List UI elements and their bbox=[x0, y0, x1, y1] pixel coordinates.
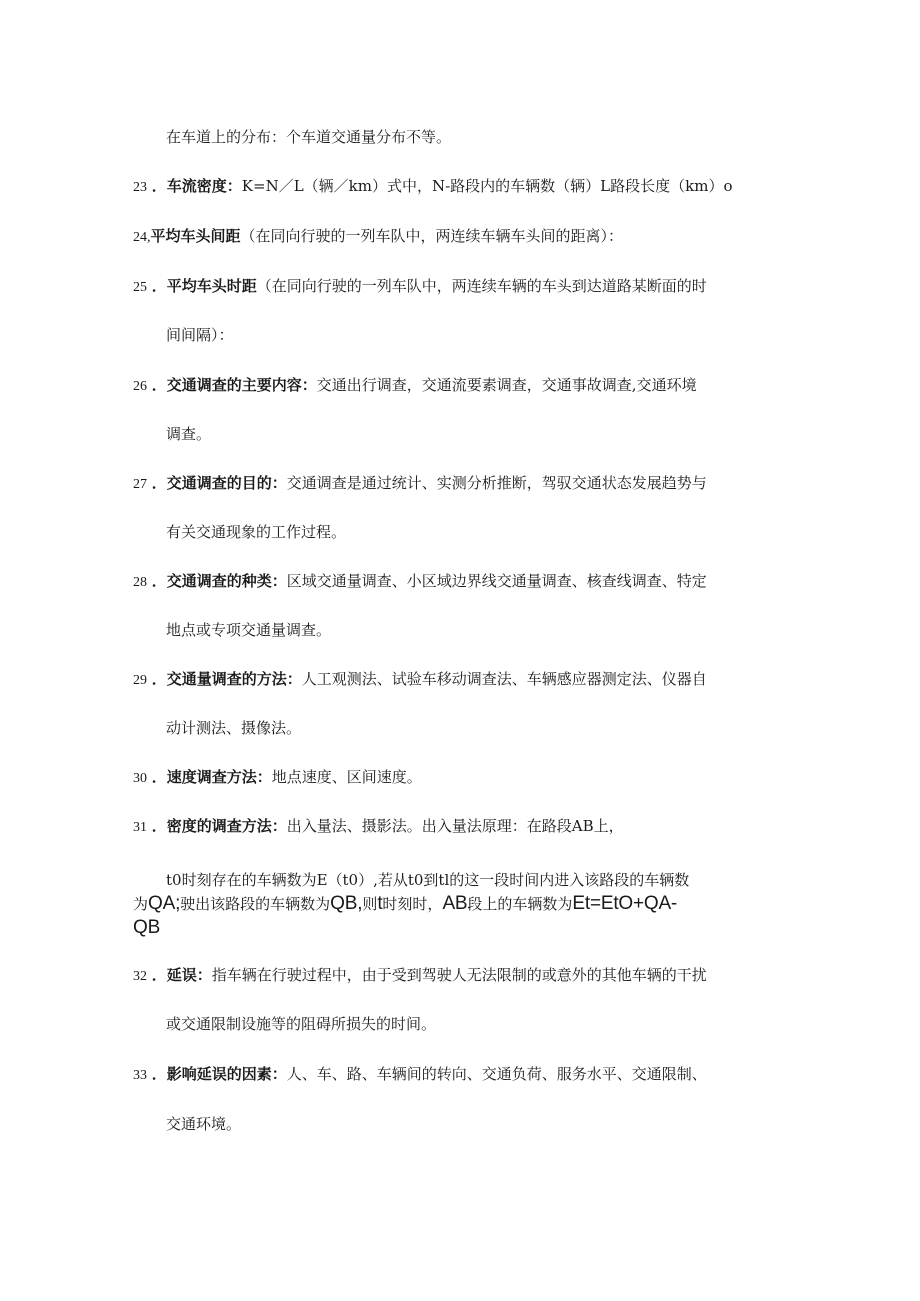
item-term: ．平均车头时距 bbox=[151, 277, 257, 295]
item-number: 30 bbox=[133, 771, 147, 786]
item-text: 为 bbox=[133, 895, 149, 913]
item-number: 32 bbox=[133, 969, 147, 984]
item-text: 驶出该路段的车辆数为 bbox=[180, 895, 331, 913]
item-text: 人、车、路、车辆间的转向、交通负荷、服务水平、交通限制、 bbox=[286, 1065, 707, 1083]
item-text: 间间隔）： bbox=[166, 326, 234, 344]
item-text: （在同向行驶的一列车队中，两连续车辆车头间的距离）： bbox=[240, 227, 624, 245]
item-term: ．车流密度： bbox=[151, 177, 242, 195]
item-term: ．密度的调查方法： bbox=[151, 817, 287, 835]
item-text: 或交通限制设施等的阻碍所损失的时间。 bbox=[166, 1015, 437, 1033]
item-25 bbox=[133, 276, 707, 298]
item-29-continued bbox=[166, 718, 301, 738]
item-text: 调查。 bbox=[166, 425, 212, 443]
formula-text: QA; bbox=[148, 893, 181, 914]
item-32-continued bbox=[166, 1014, 436, 1034]
item-31-continued bbox=[166, 870, 689, 890]
item-number: 24, bbox=[133, 230, 151, 245]
item-number: 31 bbox=[133, 820, 147, 835]
item-24 bbox=[133, 226, 623, 248]
item-27-continued bbox=[166, 522, 346, 542]
formula-text: QB, bbox=[330, 893, 363, 914]
item-28 bbox=[133, 571, 707, 593]
item-number: 25 bbox=[133, 280, 147, 295]
item-text: 区域交通量调查、小区域边界线交通量调查、核查线调查、特定 bbox=[286, 572, 707, 590]
item-number: 27 bbox=[133, 477, 147, 492]
item-text: 交通出行调查，交通流要素调查，交通事故调查,交通环境 bbox=[316, 376, 697, 394]
item-term: ．速度调查方法： bbox=[151, 768, 272, 786]
item-30 bbox=[133, 767, 422, 789]
item-33-continued bbox=[166, 1114, 241, 1134]
item-term: 平均车头间距 bbox=[150, 227, 241, 245]
body-text: 在车道上的分布：个车道交通量分布不等。 bbox=[166, 128, 452, 146]
item-33 bbox=[133, 1064, 707, 1086]
item-text: 动计测法、摄像法。 bbox=[166, 719, 302, 737]
item-31 bbox=[133, 816, 624, 838]
item-text: 交通调查是通过统计、实测分析推断，驾驭交通状态发展趋势与 bbox=[286, 474, 707, 492]
item-term: ．交通调查的目的： bbox=[151, 474, 287, 492]
item-term: ．交通调查的主要内容： bbox=[151, 376, 317, 394]
item-26-continued bbox=[166, 424, 211, 444]
item-text: 时刻时， bbox=[382, 895, 443, 913]
item-number: 23 bbox=[133, 180, 147, 195]
item-text: 交通环境。 bbox=[166, 1115, 242, 1133]
formula-text: QB bbox=[133, 917, 161, 938]
item-number: 26 bbox=[133, 379, 147, 394]
item-23 bbox=[133, 176, 732, 198]
item-number: 29 bbox=[133, 673, 147, 688]
item-text: 段上的车辆数为 bbox=[467, 895, 573, 913]
item-25-continued bbox=[166, 325, 234, 345]
item-28-continued bbox=[166, 620, 331, 640]
text-line-continuation bbox=[166, 127, 451, 147]
item-number: 33 bbox=[133, 1068, 147, 1083]
item-text: 人工观测法、试验车移动调查法、车辆感应器测定法、仪器自 bbox=[301, 670, 707, 688]
item-text: 则 bbox=[362, 895, 378, 913]
item-text: 地点速度、区间速度。 bbox=[271, 768, 422, 786]
item-text: 出入量法、摄影法。出入量法原理：在路段AB上， bbox=[286, 817, 624, 835]
formula-text: Et=EtO+QA- bbox=[572, 893, 678, 914]
item-text: t0时刻存在的车辆数为E（t0）,若从t0到tl的这一段时间内进入该路段的车辆数 bbox=[166, 871, 690, 889]
item-term: ．交通调查的种类： bbox=[151, 572, 287, 590]
item-term: ．交通量调查的方法： bbox=[151, 670, 302, 688]
item-text: K=N／L（辆／km）式中，N-路段内的车辆数（辆）L路段长度（km）o bbox=[241, 177, 733, 195]
item-text: 指车辆在行驶过程中，由于受到驾驶人无法限制的或意外的其他车辆的干扰 bbox=[211, 966, 707, 984]
item-number: 28 bbox=[133, 575, 147, 590]
item-31-formula-end bbox=[133, 918, 160, 938]
item-text: （在同向行驶的一列车队中，两连续车辆的车头到达道路某断面的时 bbox=[256, 277, 707, 295]
item-31-formula-line bbox=[133, 894, 677, 914]
item-26 bbox=[133, 375, 697, 397]
item-29 bbox=[133, 669, 707, 691]
item-term: ．影响延误的因素： bbox=[151, 1065, 287, 1083]
item-32 bbox=[133, 965, 707, 987]
item-text: 有关交通现象的工作过程。 bbox=[166, 523, 347, 541]
item-term: ．延误： bbox=[151, 966, 212, 984]
formula-text: t bbox=[377, 893, 383, 914]
item-27 bbox=[133, 473, 707, 495]
item-text: 地点或专项交通量调查。 bbox=[166, 621, 332, 639]
formula-text: AB bbox=[442, 893, 468, 914]
